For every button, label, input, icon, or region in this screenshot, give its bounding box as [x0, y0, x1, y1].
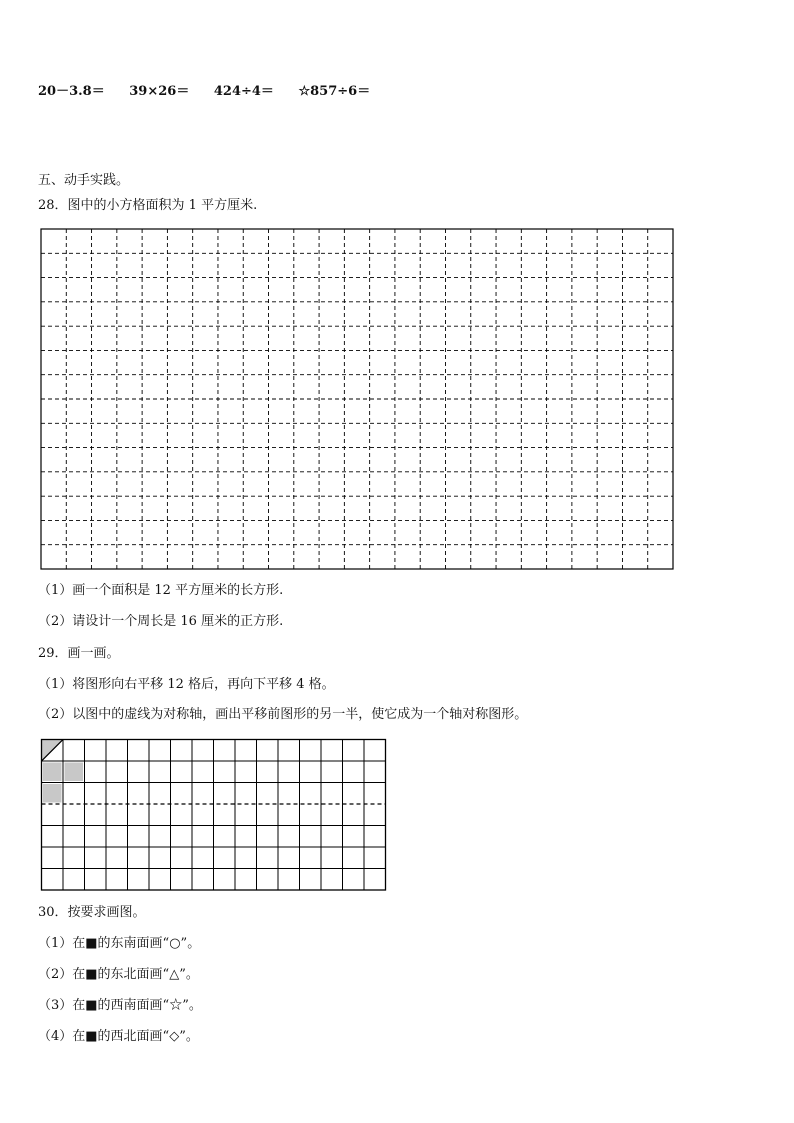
question-28-sub2: （2）请设计一个周长是 16 厘米的正方形. — [38, 614, 284, 629]
shaded-cell — [65, 763, 84, 782]
question-28-grid[interactable] — [40, 228, 674, 570]
question-28-sub1: （1）画一个面积是 12 平方厘米的长方形. — [38, 583, 284, 598]
question-30-sub1: （1）在■的东南面画“○”。 — [38, 936, 201, 951]
shaded-cell — [43, 763, 62, 782]
shaded-cell — [43, 784, 62, 803]
question-29-title: 29．画一画。 — [38, 646, 120, 661]
question-30-sub2: （2）在■的东北面画“△”。 — [38, 967, 199, 982]
calc-item-2: 39×26＝ — [129, 84, 190, 99]
calc-item-4: ☆857÷6＝ — [298, 84, 371, 99]
question-30-sub3: （3）在■的西南面画“☆”。 — [38, 998, 202, 1013]
calculation-row — [38, 84, 390, 100]
question-28-title: 28．图中的小方格面积为 1 平方厘米. — [38, 198, 258, 213]
question-30-title: 30．按要求画图。 — [38, 905, 146, 920]
question-30-sub4: （4）在■的西北面画“◇”。 — [38, 1029, 199, 1044]
section-5-heading: 五、动手实践。 — [38, 173, 130, 188]
calc-item-1: 20－3.8＝ — [38, 84, 105, 99]
calc-item-3: 424÷4＝ — [213, 84, 274, 99]
question-29-sub2: （2）以图中的虚线为对称轴，画出平移前图形的另一半，使它成为一个轴对称图形。 — [38, 707, 528, 722]
question-29-grid[interactable] — [40, 738, 388, 892]
question-29-sub1: （1）将图形向右平移 12 格后，再向下平移 4 格。 — [38, 677, 335, 692]
